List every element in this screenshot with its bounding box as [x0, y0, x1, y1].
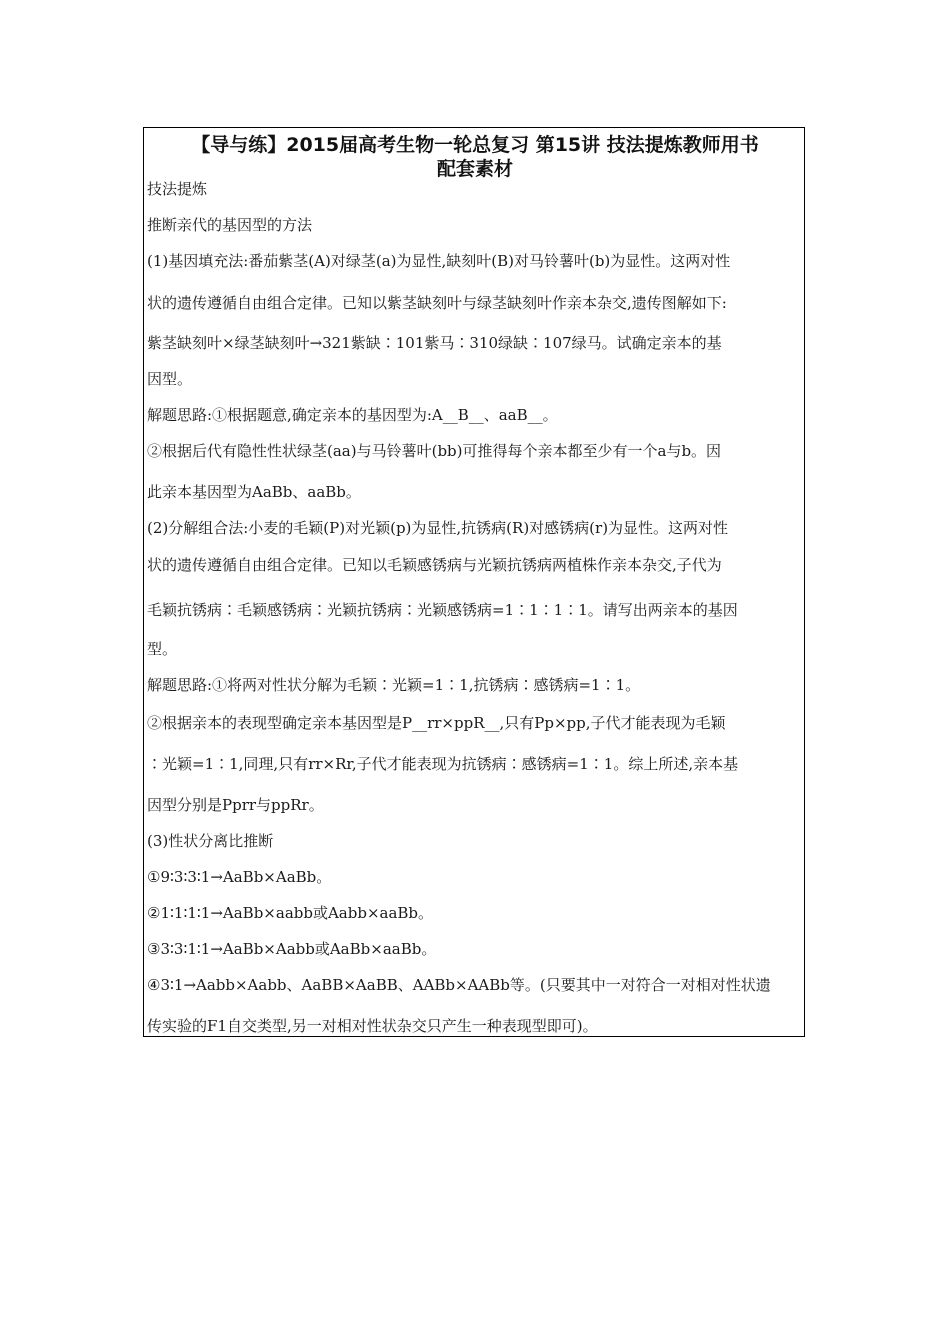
paragraph-line: ①9∶3∶3∶1→AaBb×AaBb。 — [147, 868, 332, 886]
document-title-continued: 配套素材 — [436, 158, 513, 180]
paragraph-line: 因型分别是Pprr与ppRr。 — [147, 796, 324, 814]
paragraph-line: ②1∶1∶1∶1→AaBb×aabb或Aabb×aaBb。 — [147, 904, 434, 922]
paragraph-line: (1)基因填充法:番茄紫茎(A)对绿茎(a)为显性,缺刻叶(B)对马铃薯叶(b)为显性。这两对性 — [147, 252, 731, 270]
paragraph-line: ②根据亲本的表现型确定亲本基因型是P__rr×ppR__,只有Pp×pp,子代才能表现为毛颖 — [147, 714, 726, 732]
paragraph-line: (2)分解组合法:小麦的毛颖(P)对光颖(p)为显性,抗锈病(R)对感锈病(r)为显性。这两对性 — [147, 519, 729, 537]
paragraph-line: ②根据后代有隐性性状绿茎(aa)与马铃薯叶(bb)可推得每个亲本都至少有一个a与b。因 — [147, 442, 722, 460]
document-frame — [143, 127, 805, 1037]
paragraph-line: 传实验的F1自交类型,另一对相对性状杂交只产生一种表现型即可)。 — [147, 1017, 598, 1035]
paragraph-line: (3)性状分离比推断 — [147, 832, 274, 850]
paragraph-line: 紫茎缺刻叶×绿茎缺刻叶→321紫缺∶101紫马∶310绿缺∶107绿马。试确定亲本的基 — [147, 334, 722, 352]
paragraph-line: 解题思路:①将两对性状分解为毛颖∶光颖=1∶1,抗锈病∶感锈病=1∶1。 — [147, 676, 641, 694]
paragraph-line: 此亲本基因型为AaBb、aaBb。 — [147, 483, 361, 501]
paragraph-line: 型。 — [147, 640, 178, 658]
document-title: 【导与练】2015届高考生物一轮总复习 第15讲 技法提炼教师用书 — [191, 134, 759, 156]
paragraph-line: ③3∶3∶1∶1→AaBb×Aabb或AaBb×aaBb。 — [147, 940, 437, 958]
paragraph-line: ④3∶1→Aabb×Aabb、AaBB×AaBB、AABb×AABb等。(只要其中一对符合一对相对性状遗 — [147, 976, 771, 994]
paragraph-line: ∶光颖=1∶1,同理,只有rr×Rr,子代才能表现为抗锈病∶感锈病=1∶1。综上所述,亲本基 — [147, 755, 739, 773]
paragraph-line: 毛颖抗锈病∶毛颖感锈病∶光颖抗锈病∶光颖感锈病=1∶1∶1∶1。请写出两亲本的基因 — [147, 601, 738, 619]
paragraph-line: 解题思路:①根据题意,确定亲本的基因型为:A__B__、aaB__。 — [147, 406, 558, 424]
paragraph-line: 状的遗传遵循自由组合定律。已知以紫茎缺刻叶与绿茎缺刻叶作亲本杂交,遗传图解如下: — [147, 294, 727, 312]
subsection-heading: 推断亲代的基因型的方法 — [147, 216, 313, 234]
paragraph-line: 因型。 — [147, 370, 193, 388]
section-heading: 技法提炼 — [147, 180, 208, 198]
paragraph-line: 状的遗传遵循自由组合定律。已知以毛颖感锈病与光颖抗锈病两植株作亲本杂交,子代为 — [147, 556, 722, 574]
